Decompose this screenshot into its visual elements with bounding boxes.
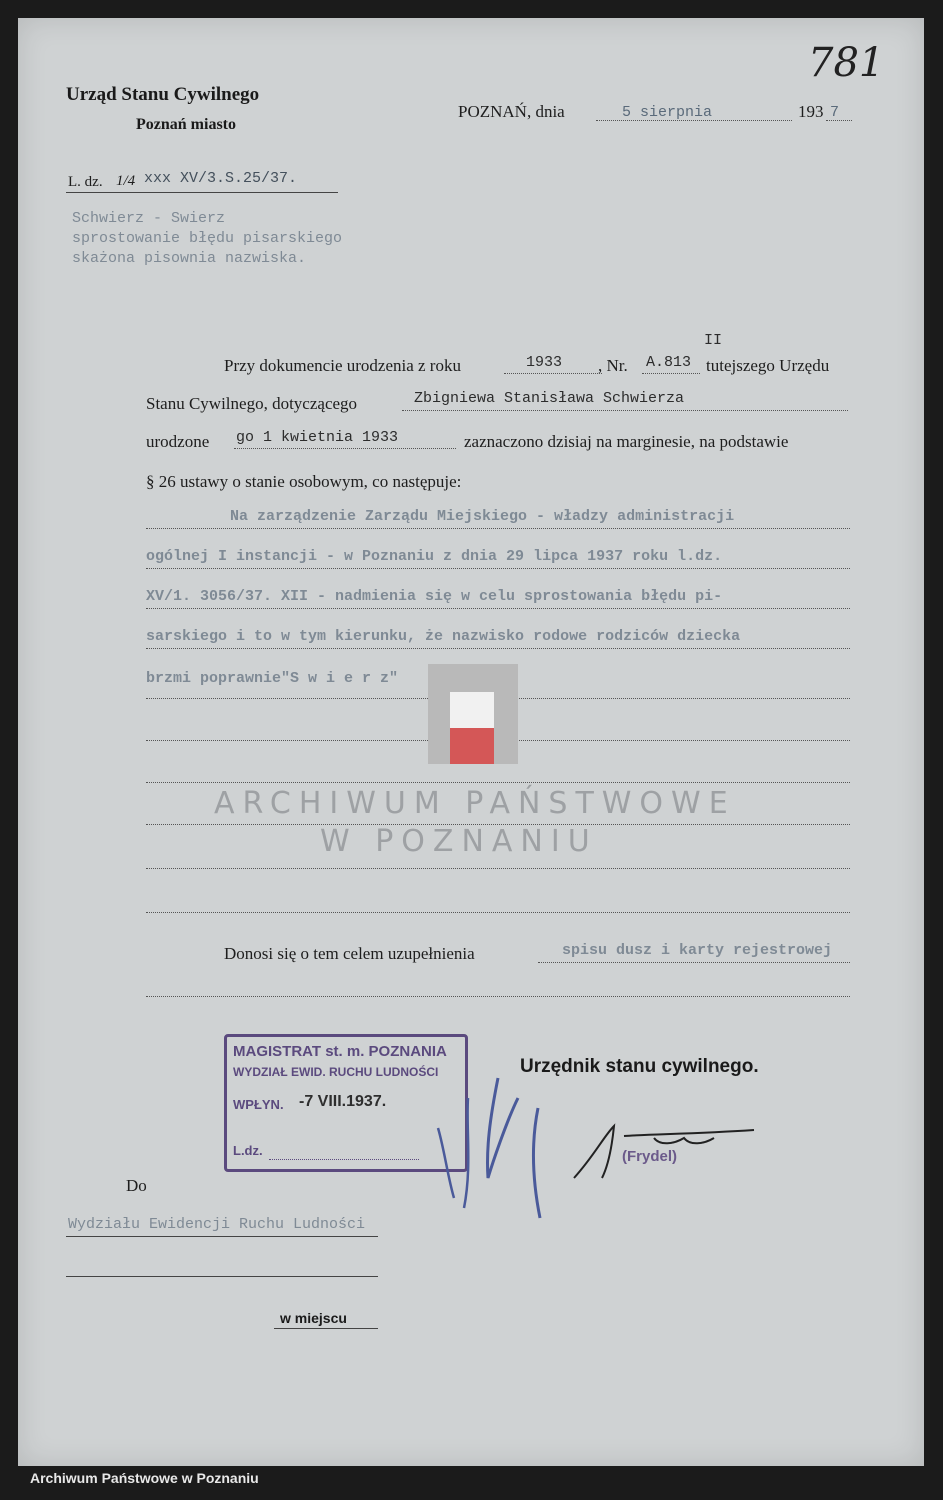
note-line-5: brzmi poprawnie"S w i e r z" xyxy=(146,670,399,687)
subject-line-3: skażona pisownia nazwiska. xyxy=(72,250,307,267)
year-line xyxy=(826,120,852,121)
recipient-to: Do xyxy=(126,1176,147,1195)
note-rule-10 xyxy=(146,912,850,913)
signature-name: (Frydel) xyxy=(622,1148,678,1165)
archive-footer: Archiwum Państwowe w Poznaniu xyxy=(30,1470,259,1486)
recipient-place: w miejscu xyxy=(280,1310,347,1326)
reference-typed: xxx XV/3.S.25/37. xyxy=(144,170,298,187)
subject-line-1: Schwierz - Swierz xyxy=(72,210,226,227)
office-name: Urząd Stanu Cywilnego xyxy=(66,84,260,105)
subject-line-2: sprostowanie błędu pisarskiego xyxy=(72,230,343,247)
body-p4: § 26 ustawy o stanie osobowym, co następuje: xyxy=(146,472,462,491)
note-line-2: ogólnej I instancji - w Poznaniu z dnia 29 lipca 1937 roku l.dz. xyxy=(146,548,723,565)
report-prefix: Donosi się o tem celem uzupełnienia xyxy=(224,944,475,963)
document-sheet xyxy=(18,18,924,1466)
date-line xyxy=(596,120,792,121)
note-line-4: sarskiego i to w tym kierunku, że nazwisko rodowe rodziców dziecka xyxy=(146,628,741,645)
nr-label: , Nr. xyxy=(598,356,628,375)
body-p3-prefix: urodzone xyxy=(146,432,210,451)
body-p1-prefix: Przy dokumencie urodzenia z roku xyxy=(224,356,461,375)
note-rule-9 xyxy=(146,868,850,869)
recipient-place-line xyxy=(274,1328,378,1329)
signature-title: Urzędnik stanu cywilnego. xyxy=(520,1056,759,1077)
stamp-line-3-date: -7 VIII.1937. xyxy=(299,1093,387,1110)
watermark-flag xyxy=(428,664,518,764)
report-typed: spisu dusz i karty rejestrowej xyxy=(562,942,833,959)
recipient-line-1 xyxy=(66,1236,378,1237)
stamp-line-4: L.dz. xyxy=(233,1143,263,1158)
note-rule-7 xyxy=(146,782,850,783)
year-prefix: 193 xyxy=(798,102,824,121)
reference-handwritten: 1/4 xyxy=(116,173,136,189)
note-line-3: XV/1. 3056/37. XII - nadmienia się w celu sprostowania błędu pi- xyxy=(146,588,723,605)
note-rule-3 xyxy=(146,608,850,609)
act-superscript: II xyxy=(704,332,723,349)
recipient-line-2 xyxy=(66,1276,378,1277)
reference-label: L. dz. xyxy=(68,174,103,190)
report-rule-2 xyxy=(146,996,850,997)
date-value: 5 sierpnia xyxy=(622,104,713,121)
page-number: 781 xyxy=(808,40,885,86)
body-p1-suffix: tutejszego Urzędu xyxy=(706,356,830,375)
birth-year-line xyxy=(504,373,602,374)
act-number-line xyxy=(642,373,700,374)
stamp-line-1: MAGISTRAT st. m. POZNANIA xyxy=(233,1043,447,1060)
person-line xyxy=(402,410,848,411)
stamp-line-2: WYDZIAŁ EWID. RUCHU LUDNOŚCI xyxy=(233,1065,439,1079)
note-rule-2 xyxy=(146,568,850,569)
place-date-label: POZNAŃ, dnia xyxy=(458,102,565,121)
note-rule-1 xyxy=(146,528,850,529)
office-city: Poznań miasto xyxy=(136,116,236,133)
act-number: A.813 xyxy=(646,354,692,371)
body-p3-suffix: zaznaczono dzisiaj na marginesie, na podstawie xyxy=(464,432,789,451)
birth-year: 1933 xyxy=(526,354,563,371)
recipient-name: Wydziału Ewidencji Ruchu Ludności xyxy=(68,1216,366,1233)
birth-date-line xyxy=(234,448,456,449)
report-line xyxy=(538,962,850,963)
reference-line xyxy=(66,192,338,193)
birth-date: go 1 kwietnia 1933 xyxy=(236,429,399,446)
person-name: Zbigniewa Stanisława Schwierza xyxy=(414,390,685,407)
note-line-1: Na zarządzenie Zarządu Miejskiego - władzy administracji xyxy=(230,508,735,525)
year-suffix: 7 xyxy=(830,104,840,121)
note-rule-4 xyxy=(146,648,850,649)
stamp-line-3-label: WPŁYN. xyxy=(233,1097,284,1112)
watermark-line-1: ARCHIWUM PAŃSTWOWE xyxy=(214,786,736,821)
body-p2-prefix: Stanu Cywilnego, dotyczącego xyxy=(146,394,358,413)
watermark-line-2: W POZNANIU xyxy=(320,824,598,859)
